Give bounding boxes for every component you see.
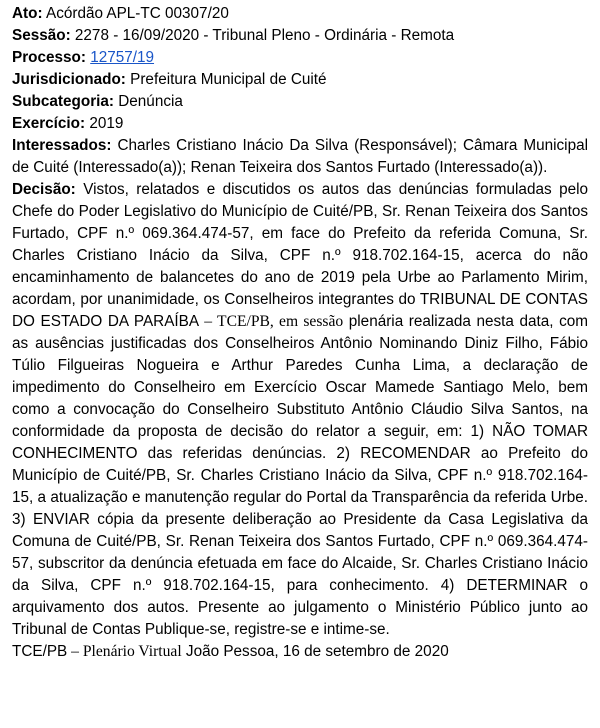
decisao-text-part2: plenária realizada nesta data, com as ausências justificadas dos Conselheiros Antônio Nominando Diniz Filho, Fábio Túlio Filgueiras Nogueira e Arthur Paredes Cunha Lima, a declaração de impedimento do Conselheiro em Exercício Oscar Mamede Santiago Melo, bem como a convocação do Conselheiro Substituto Antônio Cláudio Silva Santos, na conformidade da proposta de decisão do relator a seguir, em: 1) NÃO TOMAR CONHECIMENTO das referidas denúncias. 2) RECOMENDAR ao Prefeito do Município de Cuité/PB, Sr. Charles Cristiano Inácio da Silva, CPF n.º 918.702.164-15, a atualização e manutenção regular do Portal da Transparência da referida Urbe. 3) ENVIAR cópia da presente deliberação ao Presidente da Casa Legislativa da Comuna de Cuité/PB, Sr. Renan Teixeira dos Santos Furtado, CPF n.º 069.364.474-57, subscritor da denúncia efetuada em face do Alcaide, Sr. Charles Cristiano Inácio da Silva, CPF n.º 918.702.164-15, para conhecimento. 4) DETERMINAR o arquivamento dos autos. Presente ao julgamento o Ministério Público junto ao Tribunal de Contas Publique-se, registre-se e intime-se.: [12, 313, 588, 638]
decisao-label: Decisão:: [12, 181, 76, 198]
interessados-paragraph: [12, 135, 588, 179]
sessao-label: Sessão:: [12, 27, 71, 44]
subcategoria-value: Denúncia: [114, 93, 183, 110]
interessados-label: Interessados:: [12, 137, 112, 154]
exercicio-label: Exercício:: [12, 115, 86, 132]
processo-line: [12, 47, 588, 69]
jurisdicionado-value: Prefeitura Municipal de Cuité: [125, 71, 327, 88]
sessao-line: [12, 25, 588, 47]
interessados-value: Charles Cristiano Inácio Da Silva (Responsável); Câmara Municipal de Cuité (Interessado(a)); Renan Teixeira dos Santos Furtado (Interessado(a)).: [12, 137, 588, 176]
ato-value: Acórdão APL-TC 00307/20: [42, 5, 229, 22]
processo-link[interactable]: 12757/19: [90, 49, 155, 66]
signature-prefix: TCE/PB: [12, 643, 68, 660]
signature-line: [12, 641, 588, 663]
jurisdicionado-line: [12, 69, 588, 91]
signature-place-date: João Pessoa, 16 de setembro de 2020: [181, 643, 449, 660]
decisao-tce-session: – TCE/PB, em sessão: [199, 313, 344, 330]
subcategoria-line: [12, 91, 588, 113]
decisao-paragraph: [12, 179, 588, 641]
processo-label: Processo:: [12, 49, 86, 66]
decisao-text-part1: Vistos, relatados e discutidos os autos das denúncias formuladas pelo Chefe do Poder Legislativo do Município de Cuité/PB, Sr. Renan Teixeira dos Santos Furtado, CPF n.º 069.364.474-57, em face do Prefeito da referida Comuna, Sr. Charles Cristiano Inácio da Silva, CPF n.º 918.702.164-15, acerca do não encaminhamento de balancetes do ano de 2019 pela Urbe ao Parlamento Mirim, acordam, por unanimidade, os Conselheiros integrantes do TRIBUNAL DE CONTAS DO ESTADO DA PARAÍBA: [12, 181, 588, 330]
ato-label: Ato:: [12, 5, 43, 22]
exercicio-value: 2019: [85, 115, 124, 132]
signature-plenario: – Plenário Virtual: [67, 643, 182, 660]
subcategoria-label: Subcategoria:: [12, 93, 114, 110]
document: [12, 3, 588, 663]
exercicio-line: [12, 113, 588, 135]
sessao-value: 2278 - 16/09/2020 - Tribunal Pleno - Ordinária - Remota: [70, 27, 455, 44]
ato-line: [12, 3, 588, 25]
jurisdicionado-label: Jurisdicionado:: [12, 71, 126, 88]
